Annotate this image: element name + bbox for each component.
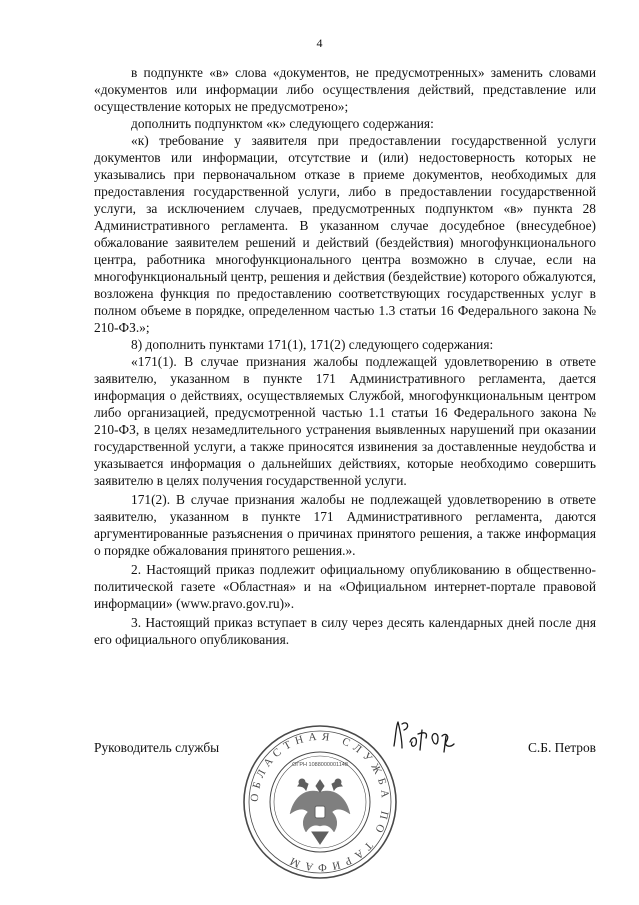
- stamp-inner-text: ОГРН 1088000001148: [292, 762, 348, 768]
- paragraph-7: 2. Настоящий приказ подлежит официальному опубликованию в общественно-политической газете «Областная» и на «Официальном интернет-портале правовой информации» (www.pravo.gov.ru)».: [94, 562, 596, 611]
- official-stamp-icon: [240, 722, 400, 882]
- paragraph-8: 3. Настоящий приказ вступает в силу через десять календарных дней после дня его официального опубликования.: [94, 615, 596, 647]
- paragraph-4: 8) дополнить пунктами 171(1), 171(2) следующего содержания:: [131, 337, 494, 352]
- paragraph-1: в подпункте «в» слова «документов, не предусмотренных» заменить словами «документов или информации либо осуществления действий, представление или осуществление которых не предусмотрено»;: [94, 65, 596, 114]
- eagle-emblem-icon: [290, 779, 350, 844]
- page-number: 4: [316, 36, 323, 50]
- signer-title: Руководитель службы: [94, 740, 220, 755]
- stamp-ring-text: ОБЛАСТНАЯ СЛУЖБА ПО ТАРИФАМ: [248, 730, 392, 874]
- signer-name: С.Б. Петров: [527, 740, 596, 755]
- handwritten-signature-icon: [388, 716, 468, 756]
- document-body: [94, 64, 596, 648]
- paragraph-2: дополнить подпунктом «к» следующего содержания:: [131, 116, 434, 131]
- paragraph-3: «к) требование у заявителя при предоставлении государственной услуги документов или информации, отсутствие и (или) недостоверность которых не указывались при первоначальном отказе в приеме документов, необходимых для предоставления государственной услуги, либо в предоставлении государственной услуги, за исключением случаев, предусмотренных подпунктом «в» пункта 28 Административного регламента. В указанном случае досудебное (внесудебное) обжалование заявителем решений и действий (бездействия) многофункционального центра, работника многофункционального центра возможно в случае, если на многофункциональный центр, решения и действия (бездействие) которого обжалуются, возложена функция по предоставлению соответствующих государственных услуг в полном объеме в порядке, определенном частью 1.3 статьи 16 Федерального закона № 210-ФЗ.»;: [94, 133, 596, 335]
- paragraph-6: 171(2). В случае признания жалобы не подлежащей удовлетворению в ответе заявителю, указанном в пункте 171 Административного регламента, даются аргументированные разъяснения о причинах принятого решения, а также информация о порядке обжалования принятого решения.».: [94, 492, 596, 558]
- paragraph-5: «171(1). В случае признания жалобы подлежащей удовлетворению в ответе заявителю, указанном в пункте 171 Административного регламента, дается информация о действиях, осуществляемых Службой, многофункциональным центром либо организацией, предусмотренной частью 1.1 статьи 16 Федерального закона № 210-ФЗ, в целях незамедлительного устранения выявленных нарушений при оказании государственной услуги, а также приносятся извинения за доставленные неудобства и указывается информация о дальнейших действиях, которые необходимо совершить заявителю в целях получения государственной услуги.: [94, 354, 596, 488]
